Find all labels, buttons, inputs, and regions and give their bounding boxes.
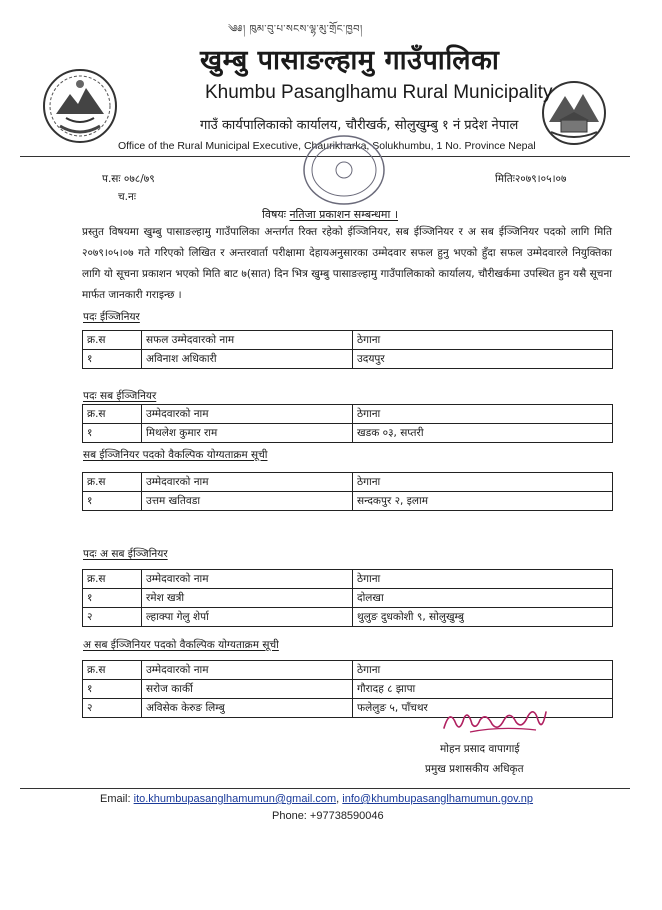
asst-sub-engineer-results-table [82,569,613,627]
header-cell: सफल उम्मेदवारको नाम [142,331,353,350]
letter-number: प.सः ०७८/७९ [102,173,155,185]
header-cell: ठेगाना [353,405,613,424]
table-row [83,424,613,443]
dispatch-number: च.नः [118,191,136,203]
email-label: Email: [100,793,131,805]
table-cell: २ [83,699,142,718]
table-cell: रमेश खत्री [142,589,353,608]
section-title-asst-sub-engineer-alternate: अ सब ईञ्जिनियर पदको वैकल्पिक योग्यताक्रम सूची [83,639,279,651]
email-separator: , [336,793,340,805]
header-cell: ठेगाना [353,331,613,350]
section-title-asst-sub-engineer: पदः अ सब ईञ्जिनियर [83,548,168,560]
handwritten-signature [440,702,550,736]
header-cell: उम्मेदवारको नाम [142,405,353,424]
footer-divider [20,788,630,789]
table-cell: १ [83,424,142,443]
table-cell: १ [83,680,142,699]
header-cell: क्र.स [83,405,142,424]
office-address-nepali: गाउँ कार्यपालिकाको कार्यालय, चौरीखर्क, सोलुखुम्बु १ नं प्रदेश नेपाल [200,118,519,133]
signatory-designation: प्रमुख प्रशासकीय अधिकृत [425,763,524,775]
header-cell: क्र.स [83,331,142,350]
engineer-results-table [82,330,613,369]
table-cell: सरोज कार्की [142,680,353,699]
table-header-row [83,661,613,680]
municipality-title-english: Khumbu Pasanglhamu Rural Municipality [205,82,553,103]
table-header-row [83,331,613,350]
tibetan-title: ༄༅། ཁུམ་བུ་པ་སངས་ལྷ་མུ་གྲོང་ཁྱབ། [228,24,363,35]
sub-engineer-alternate-table [82,472,613,511]
office-stamp [299,130,389,210]
table-header-row [83,473,613,492]
header-cell: क्र.स [83,473,142,492]
table-row [83,608,613,627]
header-cell: उम्मेदवारको नाम [142,570,353,589]
footer-phone: Phone: +97738590046 [272,810,384,822]
table-cell: अविनाश अधिकारी [142,350,353,369]
header-cell: क्र.स [83,661,142,680]
subject-line [262,207,398,222]
table-row [83,589,613,608]
table-header-row [83,405,613,424]
table-cell: गौरादह ८ झापा [353,680,613,699]
letter-date: मितिः२०७९।०५।०७ [495,173,567,185]
table-cell: उदयपुर [353,350,613,369]
table-cell: सन्दकपुर २, इलाम [353,492,613,511]
email-link-gmail[interactable]: ito.khumbupasanglhamumun@gmail.com [133,793,337,805]
sub-engineer-results-table [82,404,613,443]
header-cell: क्र.स [83,570,142,589]
subject-text: नतिजा प्रकाशन सम्बन्धमा । [289,208,399,221]
table-cell: मिथलेश कुमार राम [142,424,353,443]
header-cell: उम्मेदवारको नाम [142,661,353,680]
municipality-title-nepali: खुम्बु पासाङल्हामु गाउँपालिका [200,45,500,76]
table-cell: उत्तम खतिवडा [142,492,353,511]
header-cell: ठेगाना [353,661,613,680]
body-paragraph: प्रस्तुत विषयमा खुम्बु पासाङल्हामु गाउँपालिका अन्तर्गत रिक्त रहेको ईञ्जिनियर, सब ईञ्जिनियर र अ सब ईञ्जिनियर पदको लागि मिति २०७९।०५।०७ गते गरिएको लिखित र अन्तरवार्ता परीक्षामा देहायअनुसारका उम्मेदवार सफल हुनु भएको हुँदा सफल उम्मेदवारले नियुक्तिका लागि यो सूचना प्रकाशन भएको मिति बाट ७(सात) दिन भित्र खुम्बु पासाङल्हामु गाउँपालिकाको कार्यालय, चौरीखर्कमा उपस्थित हुन यसै सूचना मार्फत जानकारी गराइन्छ । [82,226,612,301]
email-link-official[interactable]: info@khumbupasanglhamumun.gov.np [342,793,534,805]
table-cell: फलेलुङ ५, पाँचथर [353,699,613,718]
table-header-row [83,570,613,589]
office-address-english: Office of the Rural Municipal Executive, Chaurikharka, Solukhumbu, 1 No. Province Nepal [118,140,536,152]
subject-label: विषयः [262,208,286,221]
footer-email-line [100,793,533,805]
section-title-engineer: पदः ईञ्जिनियर [83,311,140,323]
section-title-sub-engineer-alternate: सब ईञ्जिनियर पदको वैकल्पिक योग्यताक्रम सूची [83,449,268,461]
header-cell: उम्मेदवारको नाम [142,473,353,492]
table-cell: अविसेक केरुङ लिम्बु [142,699,353,718]
section-title-sub-engineer: पदः सब ईञ्जिनियर [83,390,157,402]
table-row [83,350,613,369]
table-cell: १ [83,589,142,608]
table-cell: थुलुङ दुधकोशी ९, सोलुखुम्बु [353,608,613,627]
header-cell: ठेगाना [353,570,613,589]
table-cell: खडक ०३, सप्तरी [353,424,613,443]
table-row [83,492,613,511]
table-cell: दोलखा [353,589,613,608]
table-cell: २ [83,608,142,627]
table-row [83,680,613,699]
nepal-government-emblem [40,66,120,146]
table-cell: ल्हाक्पा गेलु शेर्पा [142,608,353,627]
signatory-name: मोहन प्रसाद वापागाई [440,743,520,755]
header-cell: ठेगाना [353,473,613,492]
table-cell: १ [83,350,142,369]
table-cell: १ [83,492,142,511]
